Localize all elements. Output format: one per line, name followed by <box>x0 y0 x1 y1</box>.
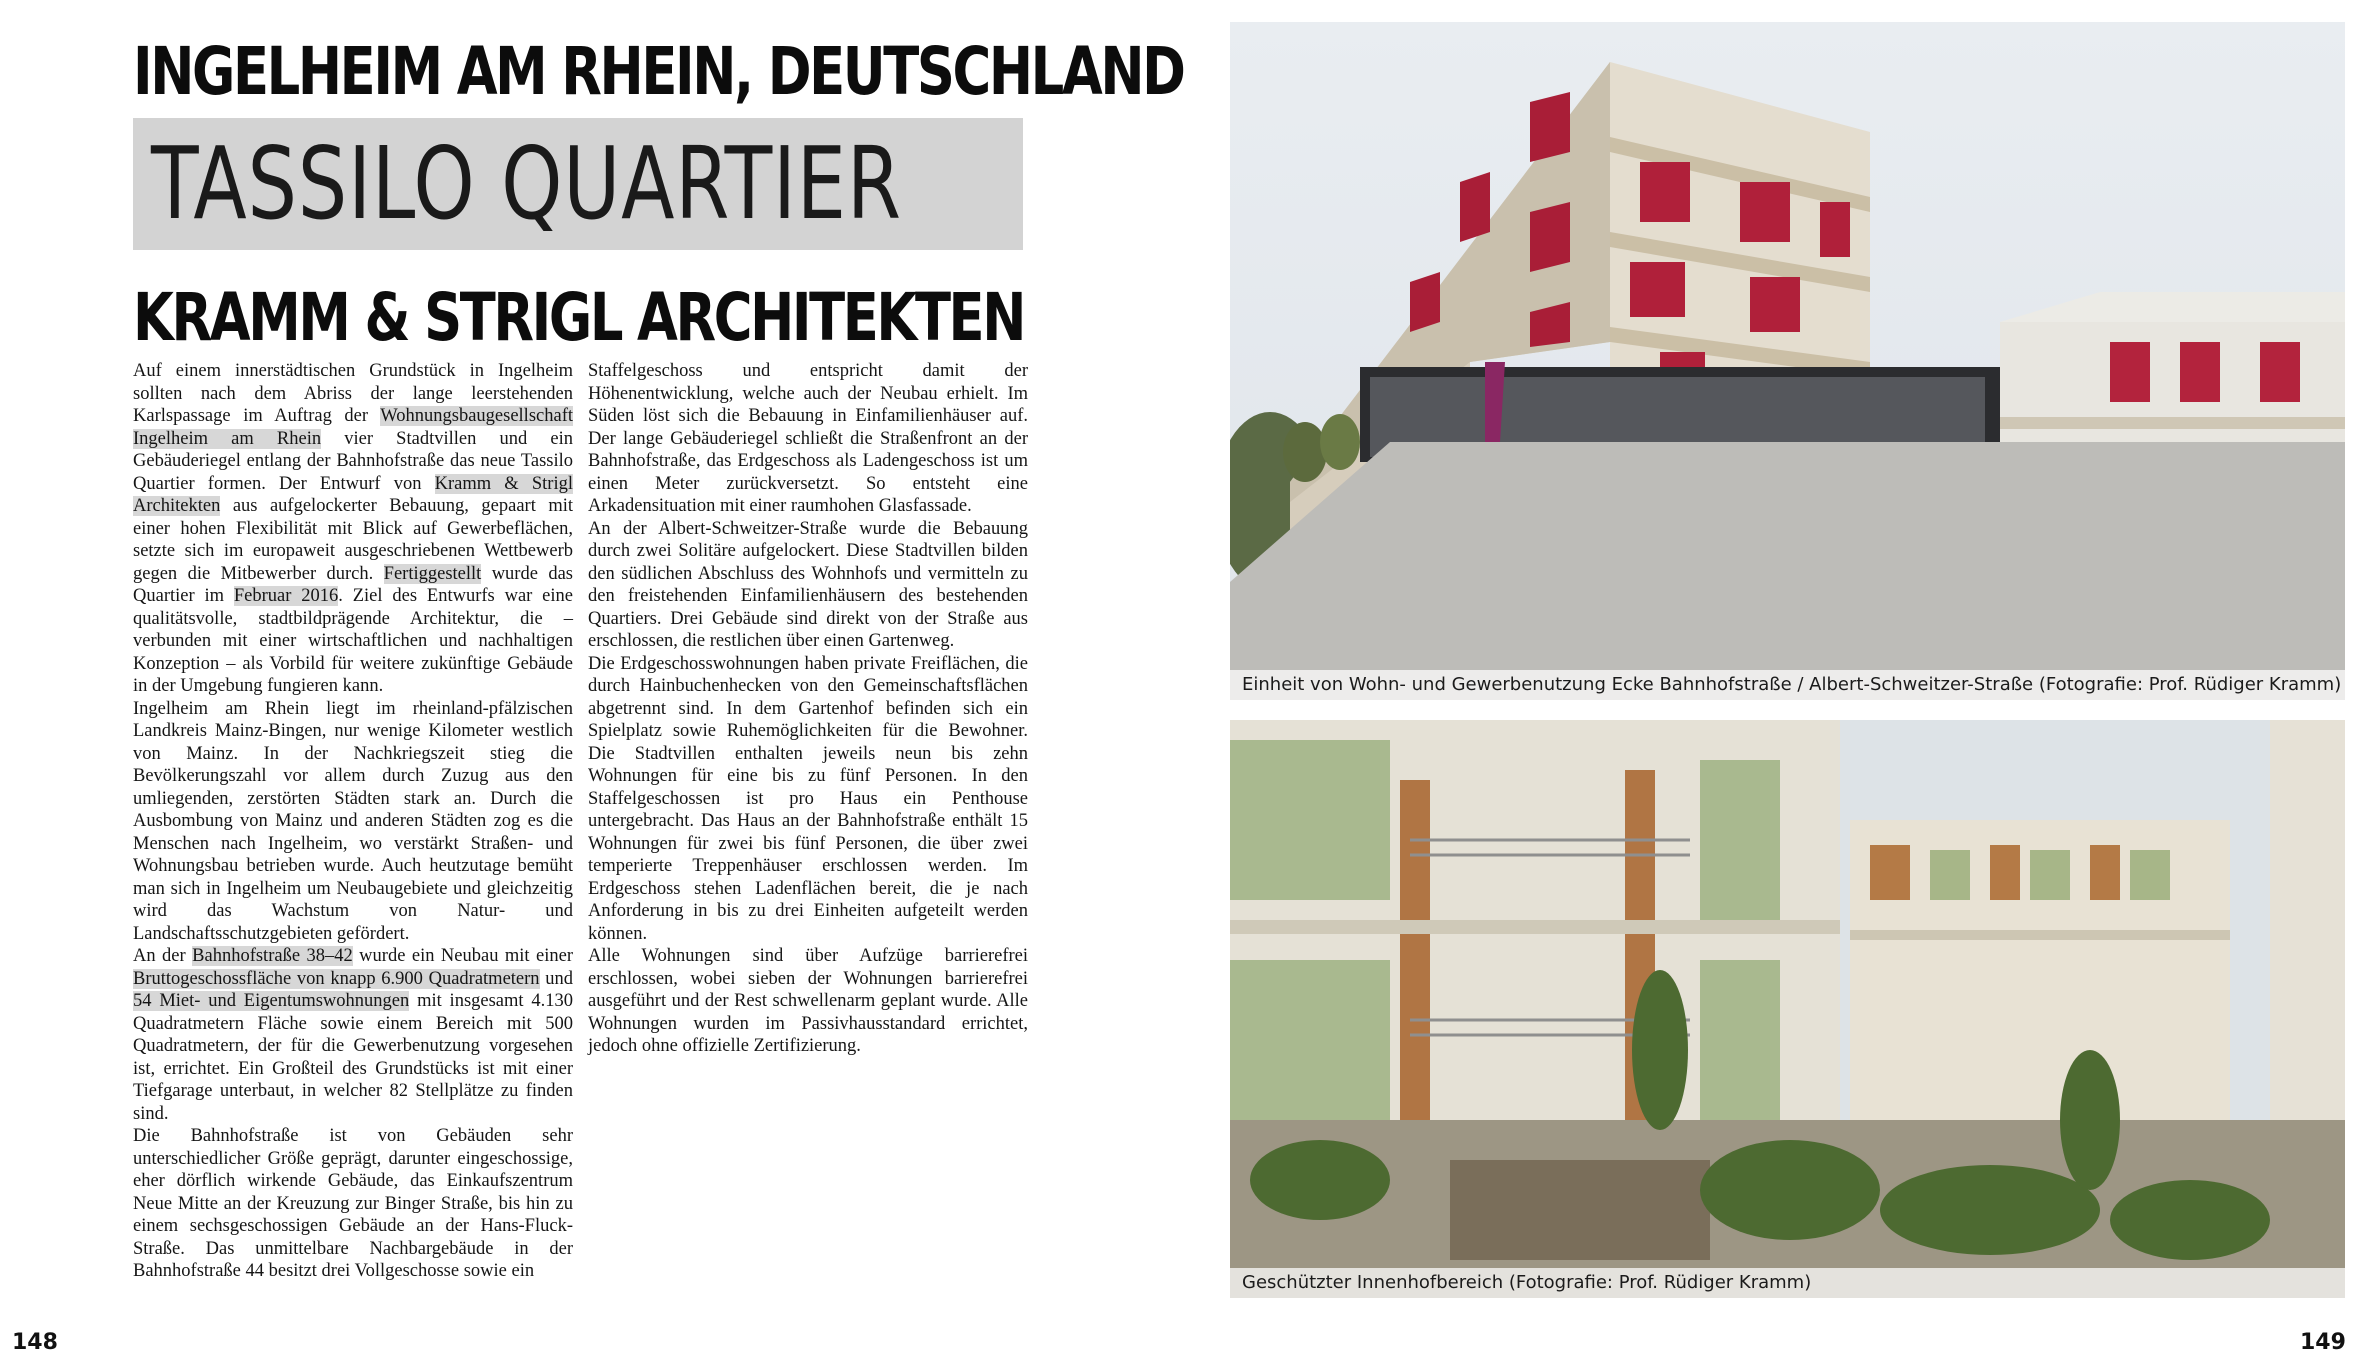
paragraph <box>133 945 573 1125</box>
text-run: Ingelheim am Rhein liegt im rheinland-pfälzischen Landkreis Mainz-Bingen, nur wenige Kilometer westlich von Mainz. In der Nachkriegszeit stieg die Bevölkerungszahl vor allem durch Zuzug aus den umliegenden, zerstörten Städten stark an. Durch die Ausbombung von Mainz und anderen Städten zog es die Menschen nach Ingelheim, wo verstärkt Straßen- und Wohnungsbau betrieben wurde. Auch heutzutage bemüht man sich in Ingelheim um Neubaugebiete und gleichzeitig wird das Wachstum von Natur- und Landschaftsschutzgebieten gefördert. <box>133 698 573 944</box>
highlighted-phrase: Wohnungsbaugesellschaft Ingelheim am Rhein <box>133 406 573 449</box>
project-title-box <box>133 118 1023 250</box>
courtyard-illustration <box>1230 720 2345 1298</box>
architect-heading: KRAMM & STRIGL ARCHITEKTEN <box>133 279 1025 356</box>
paragraph <box>588 945 1028 1058</box>
paragraph <box>588 518 1028 653</box>
highlighted-phrase: Kramm & Strigl Architekten <box>133 473 573 516</box>
text-run: Auf einem innerstädtischen Grundstück in Ingelheim sollten nach dem Abriss der lange leerstehenden Karlspassage im Auftrag der <box>133 361 573 426</box>
highlighted-phrase: Fertiggestellt <box>383 563 482 584</box>
text-run: Die Erdgeschosswohnungen haben private Freiflächen, die durch Hainbuchenhecken von den Gemeinschaftsflächen abgetrennt sind. In dem Gartenhof befinden sich ein Spielplatz sowie Ruhemöglichkeiten für die Bewohner. Die Stadtvillen enthalten jeweils neun bis zehn Wohnungen für eine bis zu fünf Personen. In den Staffelgeschossen ist pro Haus ein Penthouse untergebracht. Das Haus an der Bahnhofstraße enthält 15 Wohnungen für zwei bis fünf Personen, die über zwei temperierte Treppenhäuser erschlossen werden. Im Erdgeschoss stehen Ladenflächen bereit, die je nach Anforderung in bis zu drei Einheiten aufgeteilt werden können. <box>588 653 1028 944</box>
paragraph <box>588 360 1028 518</box>
text-run: wurde das Quartier im <box>133 563 573 606</box>
article-column-right <box>588 360 1028 1058</box>
location-heading: INGELHEIM AM RHEIN, DEUTSCHLAND <box>133 33 1184 110</box>
building-corner-illustration <box>1230 22 2345 700</box>
text-run: mit insgesamt 4.130 Quadratmetern Fläche sowie einem Bereich mit 500 Quadratmetern, der für die Gewerbenutzung vorgesehen ist, errichtet. Ein Großteil des Grundstücks ist mit einer Tiefgarage unterbaut, in welcher 82 Stellplätze zu finden sind. <box>133 991 573 1124</box>
project-title: TASSILO QUARTIER <box>151 125 902 242</box>
text-run: und <box>539 968 573 989</box>
text-run: vier Stadtvillen und ein Gebäuderiegel entlang der Bahnhofstraße das neue Tassilo Quartier formen. Der Entwurf von <box>133 428 573 494</box>
title-block <box>133 30 1184 360</box>
top-photo-caption: Einheit von Wohn- und Gewerbenutzung Ecke Bahnhofstraße / Albert-Schweitzer-Straße (Fotografie: Prof. Rüdiger Kramm) <box>1230 670 2345 700</box>
paragraph <box>133 360 573 698</box>
article-column-left <box>133 360 573 1283</box>
paragraph <box>133 698 573 946</box>
highlighted-phrase: Bahnhofstraße 38–42 <box>192 946 353 966</box>
paragraph <box>588 653 1028 946</box>
photo-courtyard <box>1230 720 2345 1298</box>
text-run: . Ziel des Entwurfs war eine qualitätsvolle, stadtbildprägende Architektur, die – verbunden mit einer wirtschaftlichen und nachhaltigen Konzeption – als Vorbild für weitere zukünftige Gebäude in der Umgebung fungieren kann. <box>133 586 573 696</box>
photo-building-corner <box>1230 22 2345 700</box>
paragraph <box>133 1125 573 1283</box>
bottom-photo-caption: Geschützter Innenhofbereich (Fotografie: Prof. Rüdiger Kramm) <box>1230 1268 2345 1298</box>
text-run: Staffelgeschoss und entspricht damit der Höhenentwicklung, welche auch der Neubau erhielt. Im Süden löst sich die Bebauung in Einfamilienhäuser auf. Der lange Gebäuderiegel schließt die Straßenfront an der Bahnhofstraße, das Erdgeschoss als Ladengeschoss ist um einen Meter zurückversetzt. So entsteht eine Arkadensituation mit einer raumhohen Glasfassade. <box>588 361 1028 516</box>
text-run: An der <box>133 946 193 966</box>
text-run: aus aufgelockerter Bebauung, gepaart mit einer hohen Flexibilität mit Blick auf Gewerbeflächen, setzte sich im europaweit ausgeschriebenen Wettbewerb gegen die Mitbewerber durch. <box>133 496 573 584</box>
highlighted-phrase: Februar 2016 <box>233 586 339 606</box>
highlighted-phrase: Bruttogeschossfläche von knapp 6.900 Quadratmetern <box>133 968 540 989</box>
text-run: Alle Wohnungen sind über Aufzüge barrierefrei erschlossen, wobei sieben der Wohnungen barrierefrei ausgeführt und der Rest schwellenarm geplant wurde. Alle Wohnungen wurden im Passivhausstandard errichtet, jedoch ohne offizielle Zertifizierung. <box>588 946 1028 1056</box>
page-number-left: 148 <box>12 1330 58 1355</box>
text-run: wurde ein Neubau mit einer <box>352 946 573 966</box>
text-run: Die Bahnhofstraße ist von Gebäuden sehr unterschiedlicher Größe geprägt, darunter eingeschossige, eher dörflich wirkende Gebäude, das Einkaufszentrum Neue Mitte an der Kreuzung zur Binger Straße, bis hin zu einem sechsgeschossigen Gebäude an der Hans-Fluck-Straße. Das unmittelbare Nachbargebäude in der Bahnhofstraße 44 besitzt drei Vollgeschosse sowie ein <box>133 1126 573 1281</box>
highlighted-phrase: 54 Miet- und Eigentumswohnungen <box>133 991 410 1011</box>
page-number-right: 149 <box>2300 1330 2346 1355</box>
text-run: An der Albert-Schweitzer-Straße wurde die Bebauung durch zwei Solitäre aufgelockert. Diese Stadtvillen bilden den südlichen Abschluss des Wohnhofs und vermitteln zu den freistehenden Einfamilienhäusern des bestehenden Quartiers. Drei Gebäude sind direkt von der Straße aus erschlossen, die restlichen über einen Gartenweg. <box>588 518 1028 651</box>
